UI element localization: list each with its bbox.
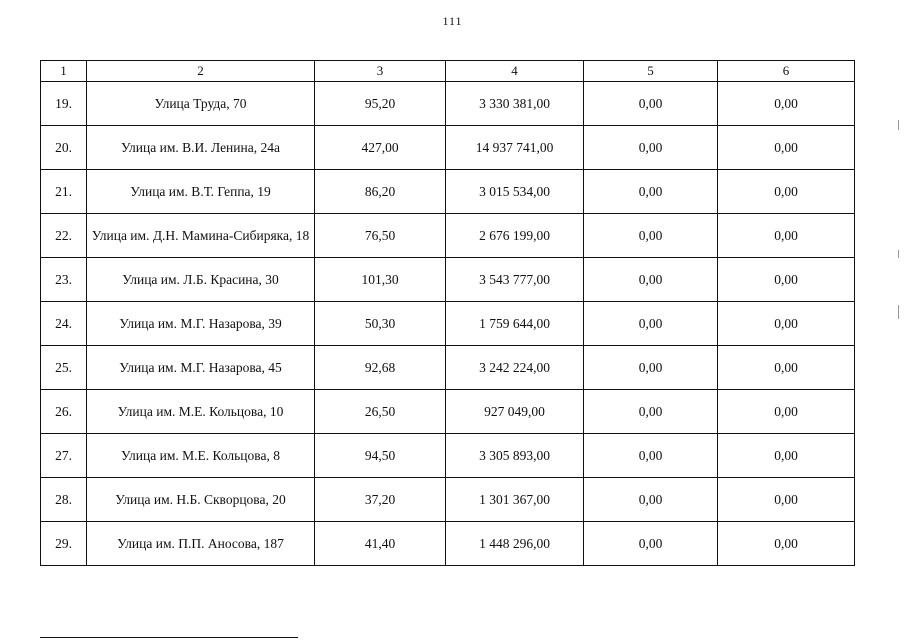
area-cell: 26,50 <box>315 390 446 434</box>
table-row <box>41 346 855 390</box>
cost-cell: 1 448 296,00 <box>446 522 584 566</box>
row-number: 21. <box>41 170 87 214</box>
address-cell: Улица им. В.И. Ленина, 24а <box>87 126 315 170</box>
col5-cell: 0,00 <box>584 390 718 434</box>
table-row <box>41 126 855 170</box>
row-number: 25. <box>41 346 87 390</box>
table-row <box>41 522 855 566</box>
cost-cell: 3 015 534,00 <box>446 170 584 214</box>
area-cell: 86,20 <box>315 170 446 214</box>
row-number: 22. <box>41 214 87 258</box>
scan-edge-mark <box>898 305 899 319</box>
address-cell: Улица им. В.Т. Геппа, 19 <box>87 170 315 214</box>
table-row <box>41 170 855 214</box>
cost-cell: 2 676 199,00 <box>446 214 584 258</box>
header-cell: 4 <box>446 61 584 82</box>
cost-cell: 1 301 367,00 <box>446 478 584 522</box>
col6-cell: 0,00 <box>718 214 855 258</box>
area-cell: 50,30 <box>315 302 446 346</box>
address-cell: Улица им. Н.Б. Скворцова, 20 <box>87 478 315 522</box>
cost-cell: 1 759 644,00 <box>446 302 584 346</box>
row-number: 19. <box>41 82 87 126</box>
col6-cell: 0,00 <box>718 126 855 170</box>
col5-cell: 0,00 <box>584 258 718 302</box>
header-cell: 6 <box>718 61 855 82</box>
area-cell: 427,00 <box>315 126 446 170</box>
col5-cell: 0,00 <box>584 346 718 390</box>
cost-cell: 3 330 381,00 <box>446 82 584 126</box>
col5-cell: 0,00 <box>584 82 718 126</box>
col6-cell: 0,00 <box>718 258 855 302</box>
col5-cell: 0,00 <box>584 522 718 566</box>
cost-cell: 3 543 777,00 <box>446 258 584 302</box>
table-row <box>41 214 855 258</box>
address-cell: Улица им. Д.Н. Мамина-Сибиряка, 18 <box>87 214 315 258</box>
page-number: 111 <box>442 14 463 28</box>
col6-cell: 0,00 <box>718 346 855 390</box>
row-number: 27. <box>41 434 87 478</box>
header-cell: 2 <box>87 61 315 82</box>
address-cell: Улица Труда, 70 <box>87 82 315 126</box>
cost-cell: 3 242 224,00 <box>446 346 584 390</box>
scan-edge-mark <box>898 120 899 130</box>
area-cell: 76,50 <box>315 214 446 258</box>
row-number: 29. <box>41 522 87 566</box>
table-row <box>41 258 855 302</box>
col6-cell: 0,00 <box>718 390 855 434</box>
col5-cell: 0,00 <box>584 170 718 214</box>
header-cell: 5 <box>584 61 718 82</box>
header-cell: 1 <box>41 61 87 82</box>
col6-cell: 0,00 <box>718 82 855 126</box>
row-number: 23. <box>41 258 87 302</box>
table-row <box>41 302 855 346</box>
table-row <box>41 478 855 522</box>
col5-cell: 0,00 <box>584 214 718 258</box>
area-cell: 101,30 <box>315 258 446 302</box>
col6-cell: 0,00 <box>718 478 855 522</box>
cost-cell: 927 049,00 <box>446 390 584 434</box>
scan-edge-mark <box>898 250 899 258</box>
area-cell: 37,20 <box>315 478 446 522</box>
address-cell: Улица им. М.Е. Кольцова, 8 <box>87 434 315 478</box>
col5-cell: 0,00 <box>584 478 718 522</box>
area-cell: 94,50 <box>315 434 446 478</box>
address-cell: Улица им. Л.Б. Красина, 30 <box>87 258 315 302</box>
col6-cell: 0,00 <box>718 434 855 478</box>
cost-cell: 3 305 893,00 <box>446 434 584 478</box>
address-cell: Улица им. М.Г. Назарова, 39 <box>87 302 315 346</box>
address-cell: Улица им. М.Г. Назарова, 45 <box>87 346 315 390</box>
header-cell: 3 <box>315 61 446 82</box>
address-cell: Улица им. П.П. Аносова, 187 <box>87 522 315 566</box>
area-cell: 41,40 <box>315 522 446 566</box>
address-cell: Улица им. М.Е. Кольцова, 10 <box>87 390 315 434</box>
row-number: 24. <box>41 302 87 346</box>
table-body <box>41 82 855 566</box>
col5-cell: 0,00 <box>584 126 718 170</box>
col6-cell: 0,00 <box>718 170 855 214</box>
row-number: 28. <box>41 478 87 522</box>
table-row <box>41 390 855 434</box>
col5-cell: 0,00 <box>584 302 718 346</box>
row-number: 26. <box>41 390 87 434</box>
area-cell: 95,20 <box>315 82 446 126</box>
table-header <box>41 61 855 82</box>
area-cell: 92,68 <box>315 346 446 390</box>
header-row <box>41 61 855 82</box>
footnote-rule <box>40 637 298 638</box>
data-table <box>40 60 855 566</box>
table-row <box>41 82 855 126</box>
table-row <box>41 434 855 478</box>
col5-cell: 0,00 <box>584 434 718 478</box>
col6-cell: 0,00 <box>718 302 855 346</box>
cost-cell: 14 937 741,00 <box>446 126 584 170</box>
row-number: 20. <box>41 126 87 170</box>
col6-cell: 0,00 <box>718 522 855 566</box>
